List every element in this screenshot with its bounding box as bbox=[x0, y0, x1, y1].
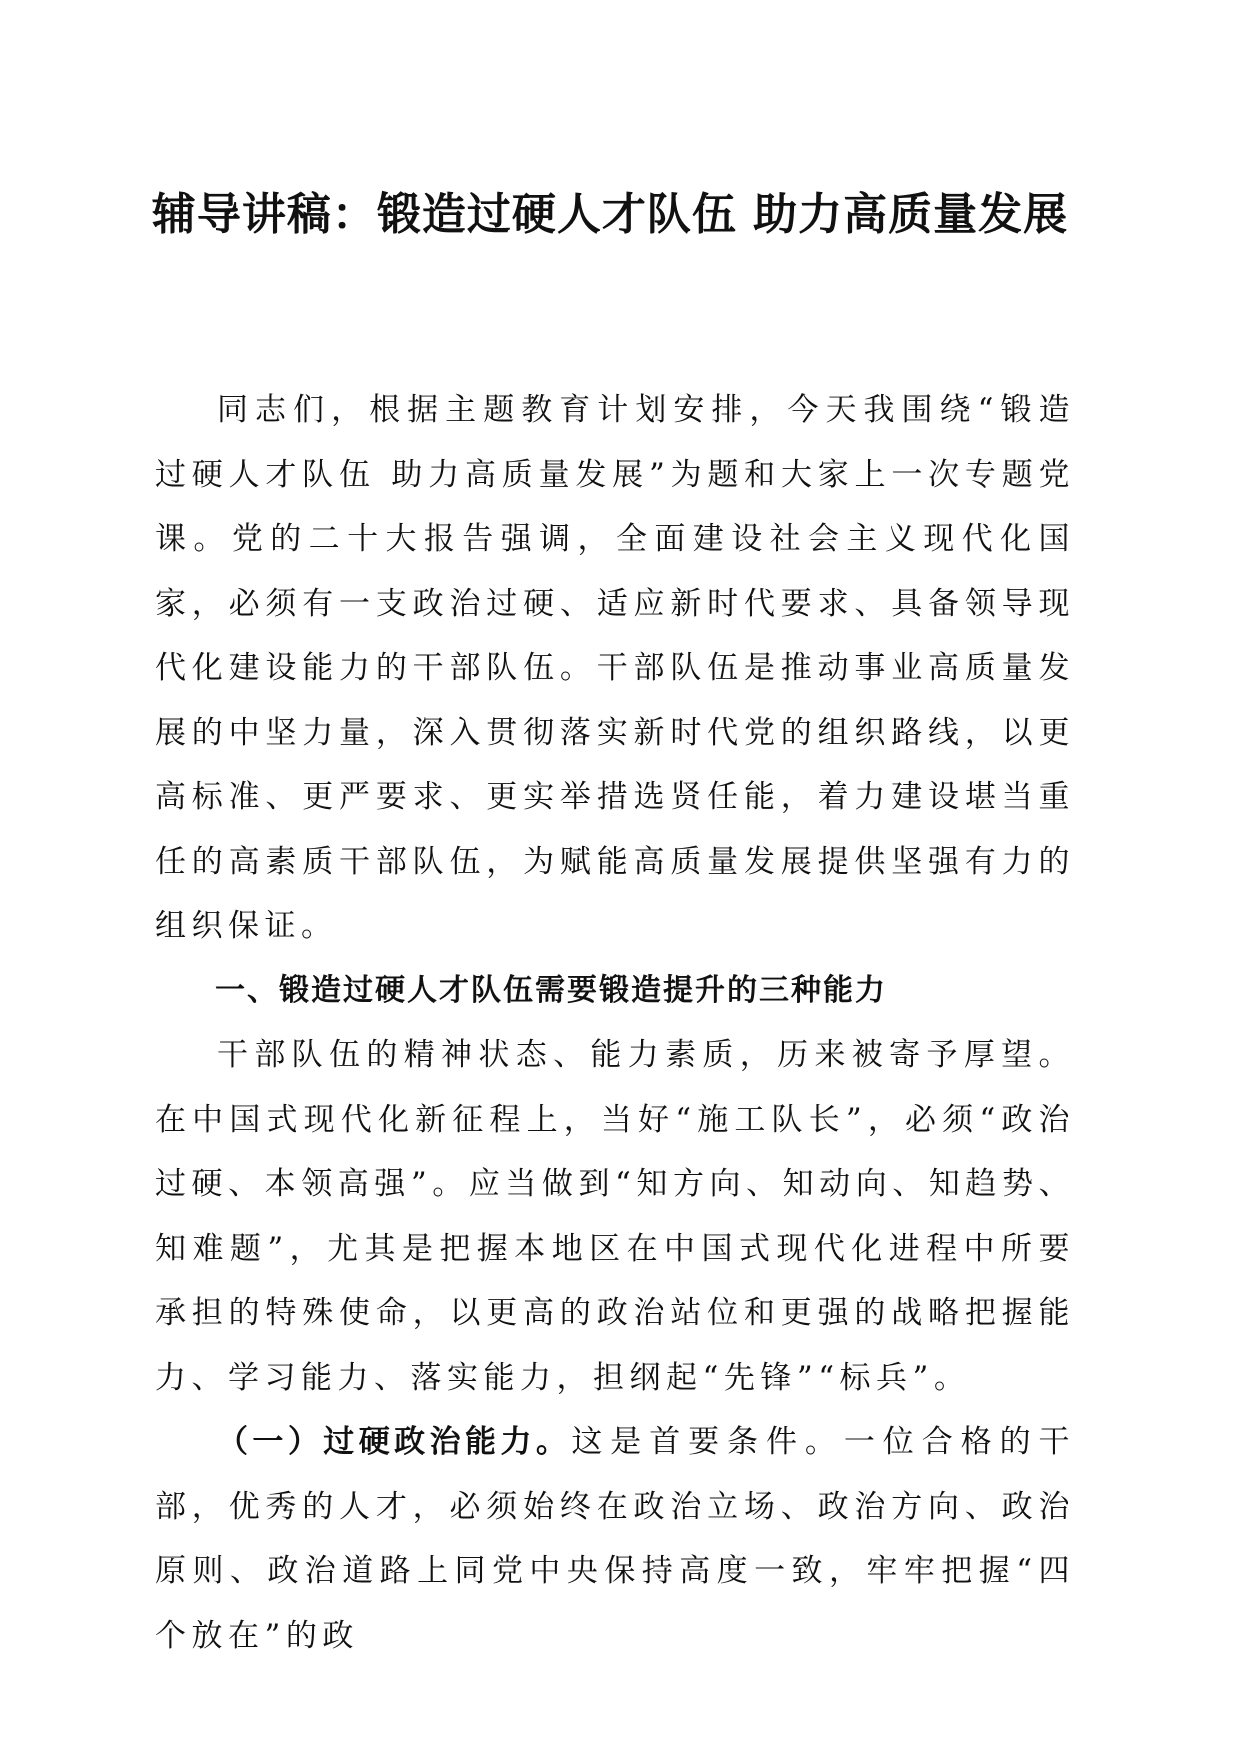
document-title: 辅导讲稿：锻造过硬人才队伍 助力高质量发展 bbox=[151, 189, 1069, 240]
subsection-text: 这是首要条件。一位合格的干部，优秀的人才，必须始终在政治立场、政治方向、政治原则、政治道路上同党中央保持高度一致，牢牢把握“四个放在”的政 bbox=[155, 1424, 1076, 1654]
section-heading: 一、锻造过硬人才队伍需要锻造提升的三种能力 bbox=[215, 972, 887, 1008]
section-paragraph: 干部队伍的精神状态、能力素质，历来被寄予厚望。在中国式现代化新征程上，当好“施工队长”，必须“政治过硬、本领高强”。应当做到“知方向、知动向、知趋势、知难题”，尤其是把握本地区在中国式现代化进程中所要承担的特殊使命，以更高的政治站位和更强的战略把握能力、学习能力、落实能力，担纲起“先锋”“标兵”。 bbox=[155, 1037, 1075, 1396]
intro-paragraph: 同志们，根据主题教育计划安排，今天我围绕“锻造过硬人才队伍 助力高质量发展”为题和大家上一次专题党课。党的二十大报告强调，全面建设社会主义现代化国家，必须有一支政治过硬、适应新时代要求、具备领导现代化建设能力的干部队伍。干部队伍是推动事业高质量发展的中坚力量，深入贯彻落实新时代党的组织路线，以更高标准、更严要求、更实举措选贤任能，着力建设堪当重任的高素质干部队伍，为赋能高质量发展提供坚强有力的组织保证。 bbox=[155, 392, 1075, 944]
subsection-heading: （一）过硬政治能力。 bbox=[217, 1424, 572, 1460]
document-body bbox=[155, 378, 1075, 1668]
subsection-paragraph bbox=[155, 1410, 1075, 1668]
